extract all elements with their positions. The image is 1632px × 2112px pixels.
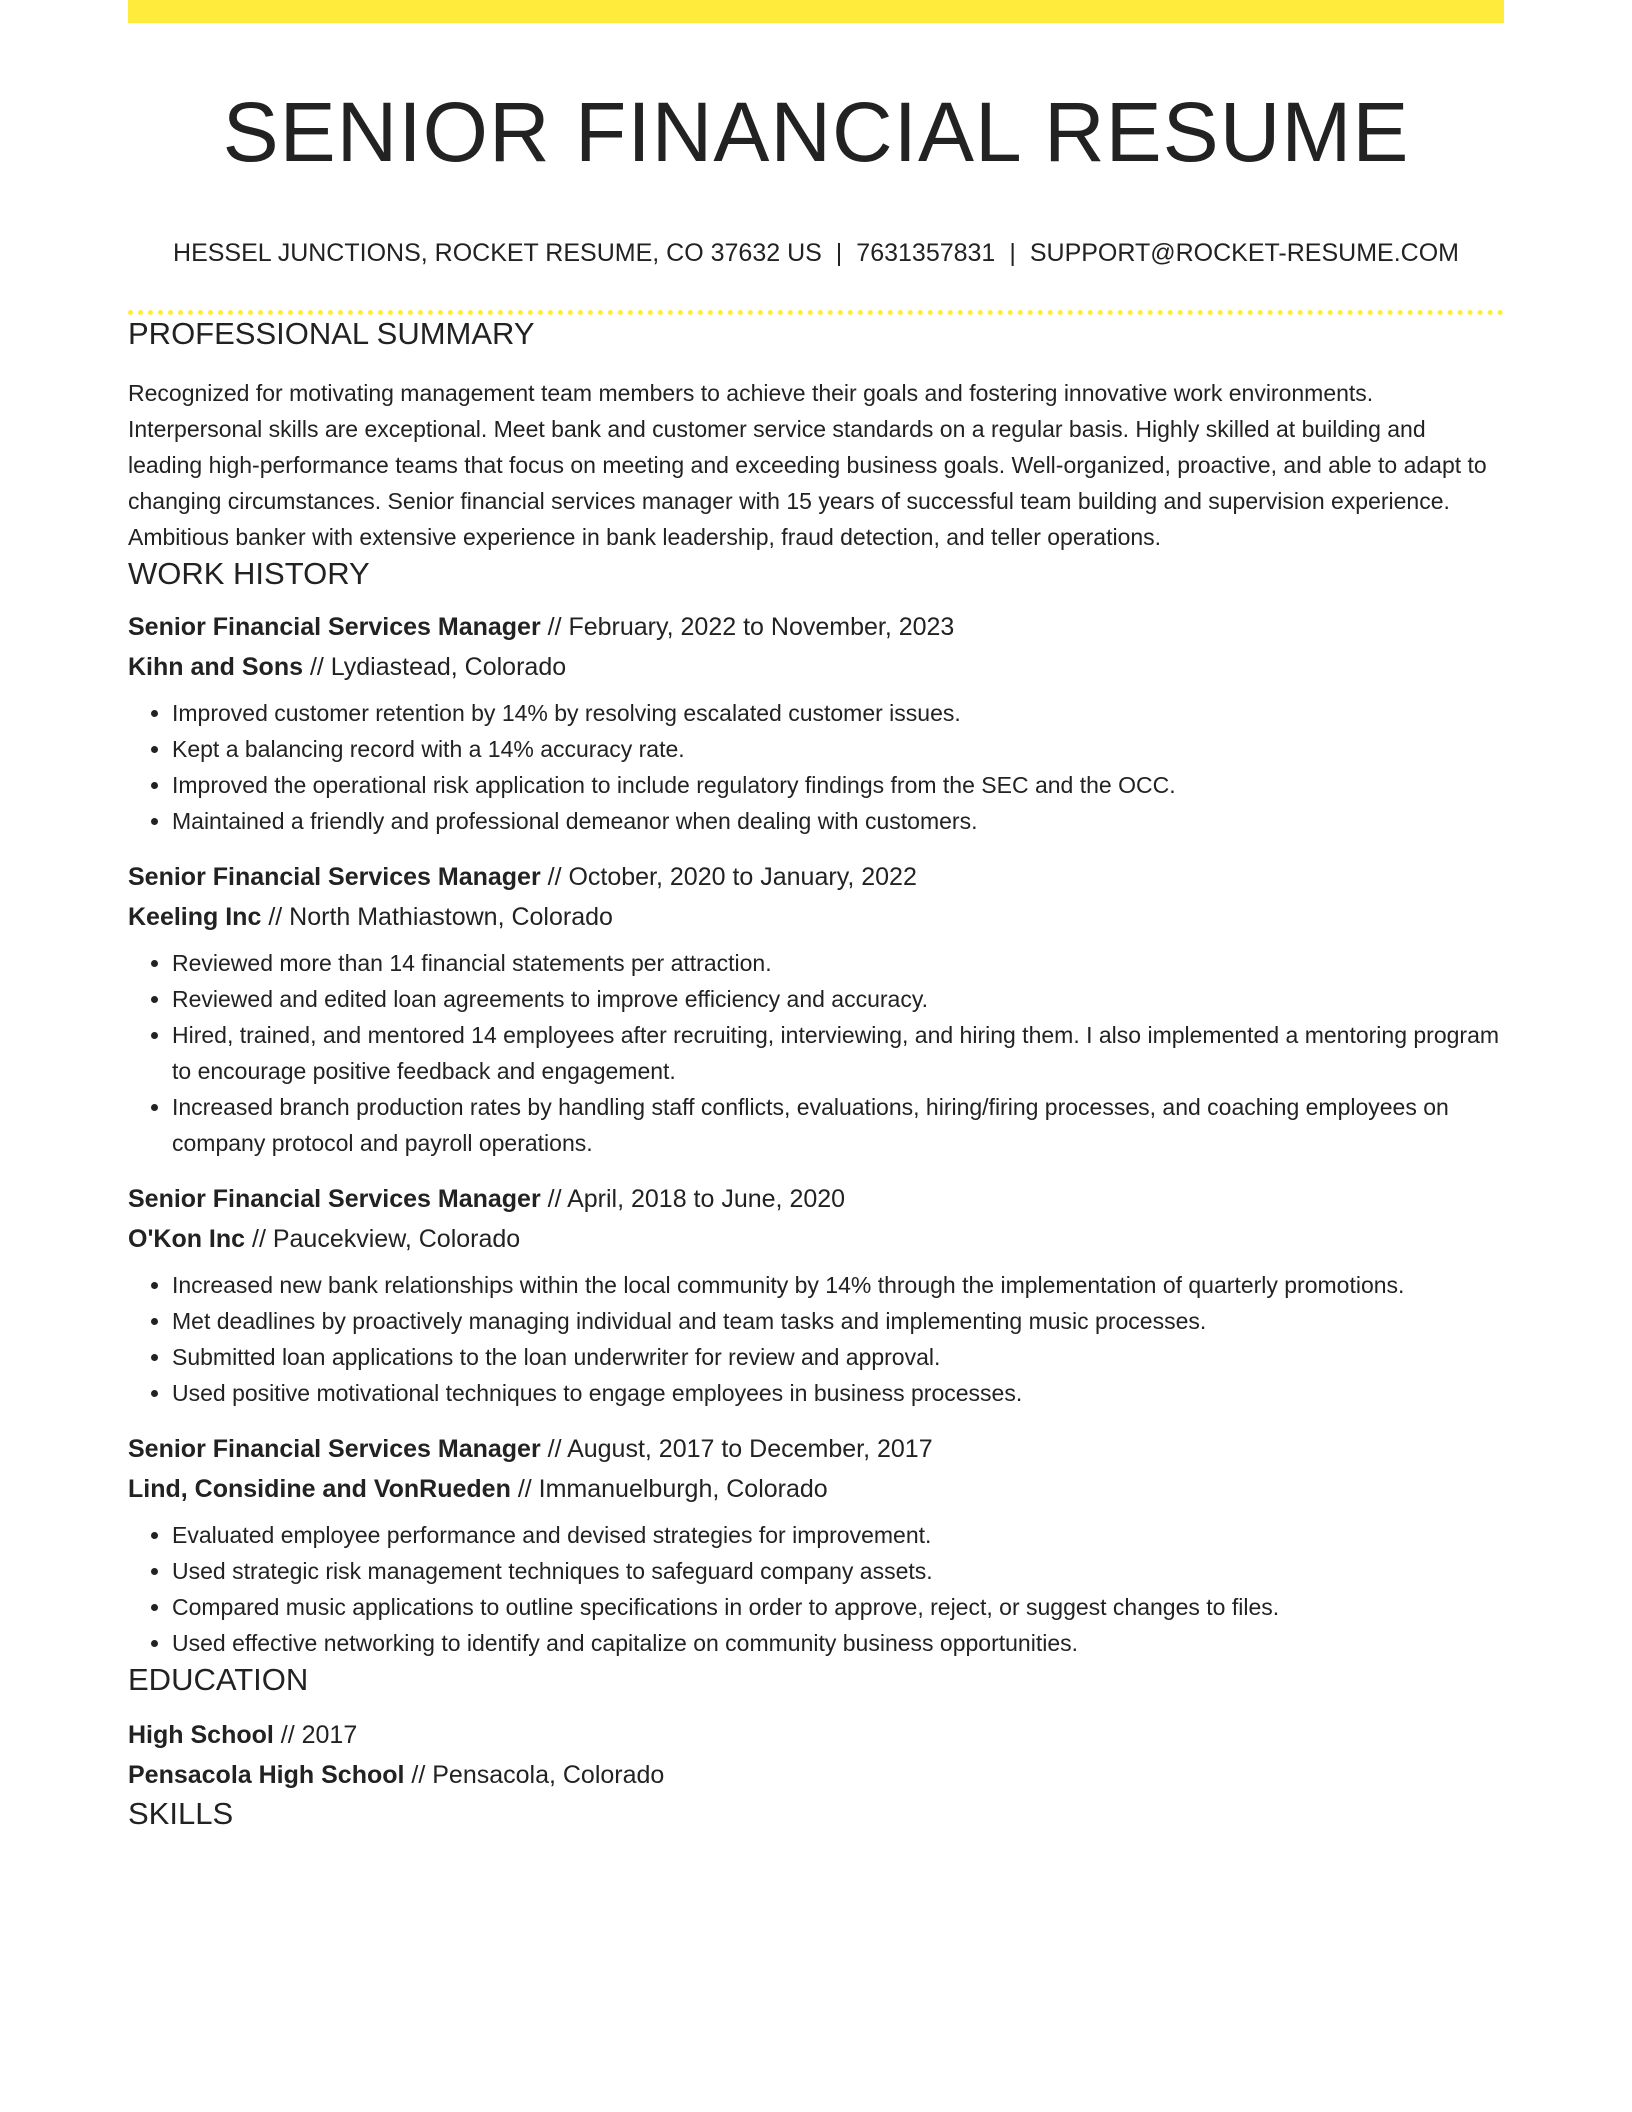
- job-bullets: [128, 695, 1504, 839]
- job-title-line: [128, 607, 1504, 647]
- job-entry: [128, 857, 1504, 1161]
- job-bullet: • Improved customer retention by 14% by resolving escalated customer issues.: [172, 695, 1504, 731]
- job-dates: // April, 2018 to June, 2020: [540, 1185, 846, 1213]
- job-title-line: [128, 857, 1504, 897]
- job-company-line: [128, 897, 1504, 937]
- education-school-line: [128, 1755, 1504, 1795]
- job-role: Senior Financial Services Manager: [128, 863, 541, 891]
- job-bullet: • Evaluated employee performance and devised strategies for improvement.: [172, 1517, 1504, 1553]
- job-bullet: • Increased new bank relationships within the local community by 14% through the implementation of quarterly promotions.: [172, 1267, 1504, 1303]
- summary-text: Recognized for motivating management team members to achieve their goals and fostering innovative work environments. Interpersonal skills are exceptional. Meet bank and customer service standards on a regular basis. Highly skilled at building and leading high-performance teams that focus on meeting and exceeding business goals. Well-organized, proactive, and able to adapt to changing circumstances. Senior financial services manager with 15 years of successful team building and supervision experience. Ambitious banker with extensive experience in bank leadership, fraud detection, and teller operations.: [128, 380, 1487, 550]
- job-location: // Paucekview, Colorado: [245, 1225, 521, 1253]
- job-dates: // August, 2017 to December, 2017: [540, 1435, 933, 1463]
- education-year: // 2017: [273, 1721, 358, 1749]
- job-company-line: [128, 1469, 1504, 1509]
- contact-phone: 7631357831: [856, 239, 996, 267]
- summary-heading: PROFESSIONAL SUMMARY: [128, 316, 535, 351]
- job-bullet: • Submitted loan applications to the loan underwriter for review and approval.: [172, 1339, 1504, 1375]
- job-location: // Lydiastead, Colorado: [303, 653, 567, 681]
- job-entry: [128, 607, 1504, 839]
- education-heading: EDUCATION: [128, 1662, 309, 1697]
- job-bullet: • Met deadlines by proactively managing individual and team tasks and implementing music processes.: [172, 1303, 1504, 1339]
- job-bullet: • Used strategic risk management techniques to safeguard company assets.: [172, 1553, 1504, 1589]
- contact-line: [128, 238, 1504, 268]
- contact-separator: |: [835, 239, 843, 267]
- contact-address: HESSEL JUNCTIONS, ROCKET RESUME, CO 37632 US: [173, 239, 822, 267]
- education-degree-line: [128, 1715, 1504, 1755]
- education-degree: High School: [128, 1721, 274, 1749]
- education-school: Pensacola High School: [128, 1761, 405, 1789]
- job-role: Senior Financial Services Manager: [128, 613, 541, 641]
- contact-separator: |: [1009, 239, 1016, 267]
- job-bullet: • Improved the operational risk application to include regulatory findings from the SEC and the OCC.: [172, 767, 1504, 803]
- job-company: Keeling Inc: [128, 903, 262, 931]
- job-role: Senior Financial Services Manager: [128, 1185, 541, 1213]
- job-entry: [128, 1429, 1504, 1661]
- job-company-line: [128, 1219, 1504, 1259]
- job-entry: [128, 1179, 1504, 1411]
- job-company: Lind, Considine and VonRueden: [128, 1475, 511, 1503]
- job-bullet: • Used positive motivational techniques to engage employees in business processes.: [172, 1375, 1504, 1411]
- job-bullets: [128, 945, 1504, 1161]
- job-company-line: [128, 647, 1504, 687]
- job-bullet: • Used effective networking to identify and capitalize on community business opportunities.: [172, 1625, 1504, 1661]
- job-bullet: • Reviewed and edited loan agreements to improve efficiency and accuracy.: [172, 981, 1504, 1017]
- job-title-line: [128, 1429, 1504, 1469]
- education-location: // Pensacola, Colorado: [404, 1761, 665, 1789]
- job-bullet: • Compared music applications to outline specifications in order to approve, reject, or suggest changes to files.: [172, 1589, 1504, 1625]
- job-company: Kihn and Sons: [128, 653, 303, 681]
- job-bullets: [128, 1517, 1504, 1661]
- education-entry: [128, 1715, 1504, 1795]
- resume-content: [128, 0, 1504, 1833]
- job-bullet: • Reviewed more than 14 financial statements per attraction.: [172, 945, 1504, 981]
- work-history-heading: WORK HISTORY: [128, 556, 370, 591]
- job-bullet: • Maintained a friendly and professional demeanor when dealing with customers.: [172, 803, 1504, 839]
- job-bullets: [128, 1267, 1504, 1411]
- job-dates: // October, 2020 to January, 2022: [540, 863, 917, 891]
- job-bullet: • Increased branch production rates by handling staff conflicts, evaluations, hiring/firing processes, and coaching employees on company protocol and payroll operations.: [172, 1089, 1504, 1161]
- resume-title: SENIOR FINANCIAL RESUME: [222, 85, 1410, 179]
- job-title-line: [128, 1179, 1504, 1219]
- job-bullet: • Kept a balancing record with a 14% accuracy rate.: [172, 731, 1504, 767]
- job-dates: // February, 2022 to November, 2023: [540, 613, 955, 641]
- job-location: // North Mathiastown, Colorado: [261, 903, 613, 931]
- skills-heading: SKILLS: [128, 1796, 234, 1831]
- job-bullet: • Hired, trained, and mentored 14 employees after recruiting, interviewing, and hiring them. I also implemented a mentoring program to encourage positive feedback and engagement.: [172, 1017, 1504, 1089]
- contact-email: SUPPORT@ROCKET-RESUME.COM: [1029, 239, 1459, 267]
- job-location: // Immanuelburgh, Colorado: [510, 1475, 828, 1503]
- job-role: Senior Financial Services Manager: [128, 1435, 541, 1463]
- job-company: O'Kon Inc: [128, 1225, 246, 1253]
